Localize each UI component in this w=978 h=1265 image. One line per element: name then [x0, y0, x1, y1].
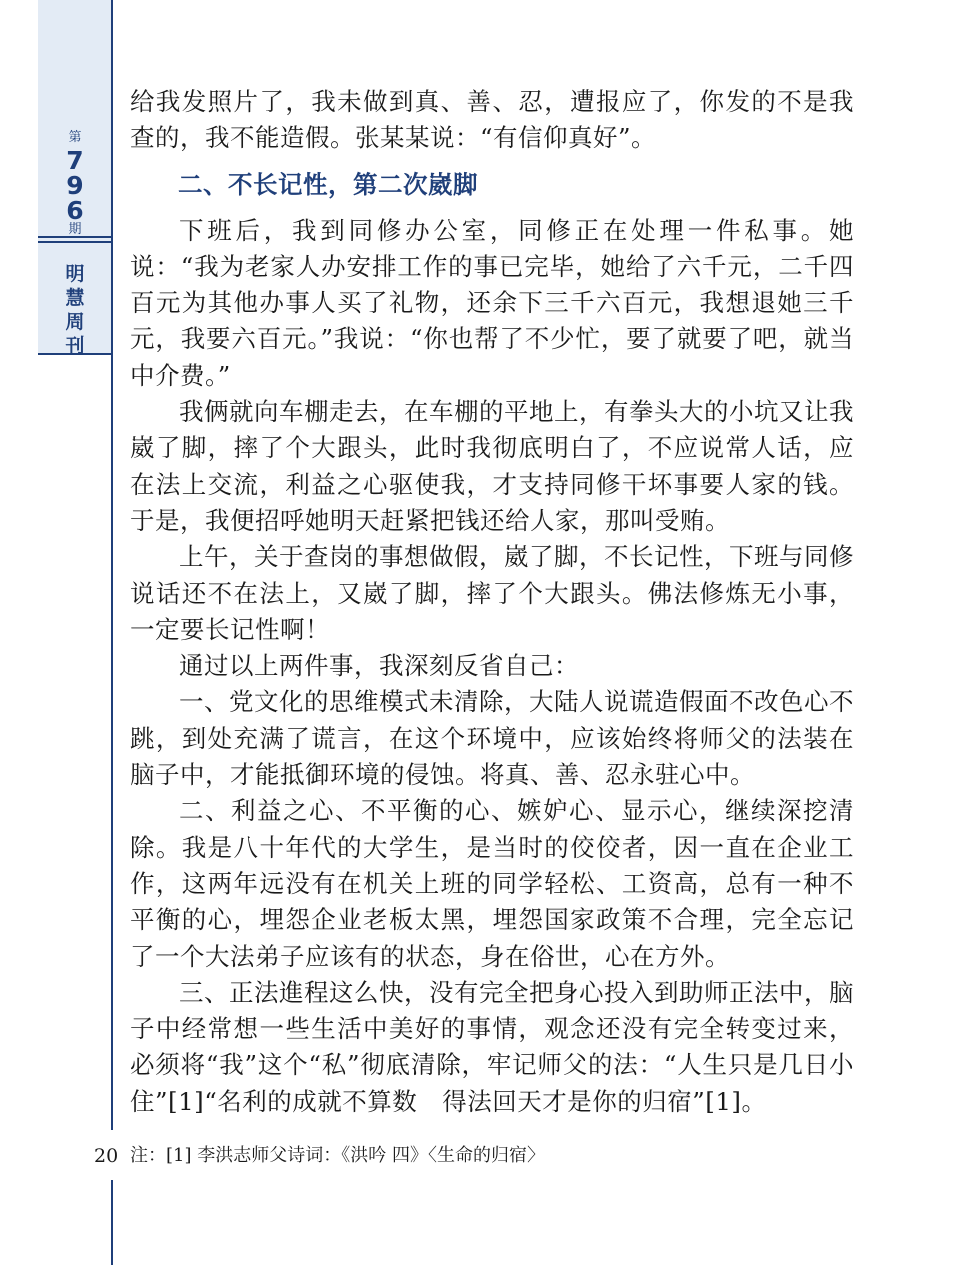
sidebar-double-rule	[38, 236, 113, 243]
issue-digit: 6	[66, 196, 84, 225]
issue-digit: 7	[66, 146, 84, 175]
magazine-name	[38, 262, 112, 358]
paragraph: 通过以上两件事，我深刻反省自己：	[179, 651, 579, 681]
paragraph: 二、利益之心、不平衡的心、嫉妒心、显示心，继续深挖清除。我是八十年代的大学生，是当时的佼佼者，因一直在企业工作，这两年远没有在机关上班的同学轻松、工资高，总有一种不平衡的心，埋怨企业老板太黑，埋怨国家政策不合理，完全忘记了一个大法弟子应该有的状态，身在俗世，心在方外。	[130, 796, 854, 971]
paragraph: 给我发照片了，我未做到真、善、忍，遭报应了，你发的不是我查的，我不能造假。张某某说：“有信仰真好”。	[130, 87, 854, 153]
paragraph: 我俩就向车棚走去，在车棚的平地上，有拳头大的小坑又让我崴了脚，摔了个大跟头，此时我彻底明白了，不应说常人话，应在法上交流，利益之心驱使我，才支持同修干坏事要人家的钱。于是，我便招呼她明天赶紧把钱还给人家，那叫受贿。	[130, 397, 854, 535]
section-heading: 二、不长记性，第二次崴脚	[178, 169, 478, 199]
issue-number	[38, 148, 112, 223]
magazine-char: 周	[65, 311, 85, 333]
issue-prefix: 第	[68, 130, 82, 145]
magazine-char: 慧	[65, 287, 85, 309]
paragraph: 上午，关于查岗的事想做假，崴了脚，不长记性，下班与同修说话还不在法上，又崴了脚，摔了个大跟头。佛法修炼无小事，一定要长记性啊！	[130, 542, 854, 644]
magazine-char: 刊	[65, 335, 85, 357]
issue-digit: 9	[66, 171, 84, 200]
paragraph: 一、党文化的思维模式未清除，大陆人说谎造假面不改色心不跳，到处充满了谎言，在这个环境中，应该始终将师父的法装在脑子中，才能抵御环境的侵蚀。将真、善、忍永驻心中。	[130, 687, 854, 790]
paragraph: 下班后，我到同修办公室，同修正在处理一件私事。她说：“我为老家人办安排工作的事已完毕，她给了六千元，二千四百元为其他办事人买了礼物，还余下三千六百元，我想退她三千元，我要六百元。”我说：“你也帮了不少忙，要了就要了吧，就当中介费。”	[130, 215, 854, 390]
paragraph: 三、正法進程这么快，没有完全把身心投入到助师正法中，脑子中经常想一些生活中美好的事情，观念还没有完全转变过来，必须将“我”这个“私”彻底清除，牢记师父的法：“人生只是几日小住”[1]“名利的成就不算数 得法回天才是你的归宿”[1]。	[130, 977, 854, 1116]
page-number: 20	[94, 1145, 119, 1167]
magazine-char: 明	[65, 263, 85, 285]
article-body	[130, 84, 854, 1120]
issue-suffix: 期	[68, 222, 82, 237]
footnote: 注：[1] 李洪志师父诗词：《洪吟 四》〈生命的归宿〉	[130, 1145, 545, 1166]
